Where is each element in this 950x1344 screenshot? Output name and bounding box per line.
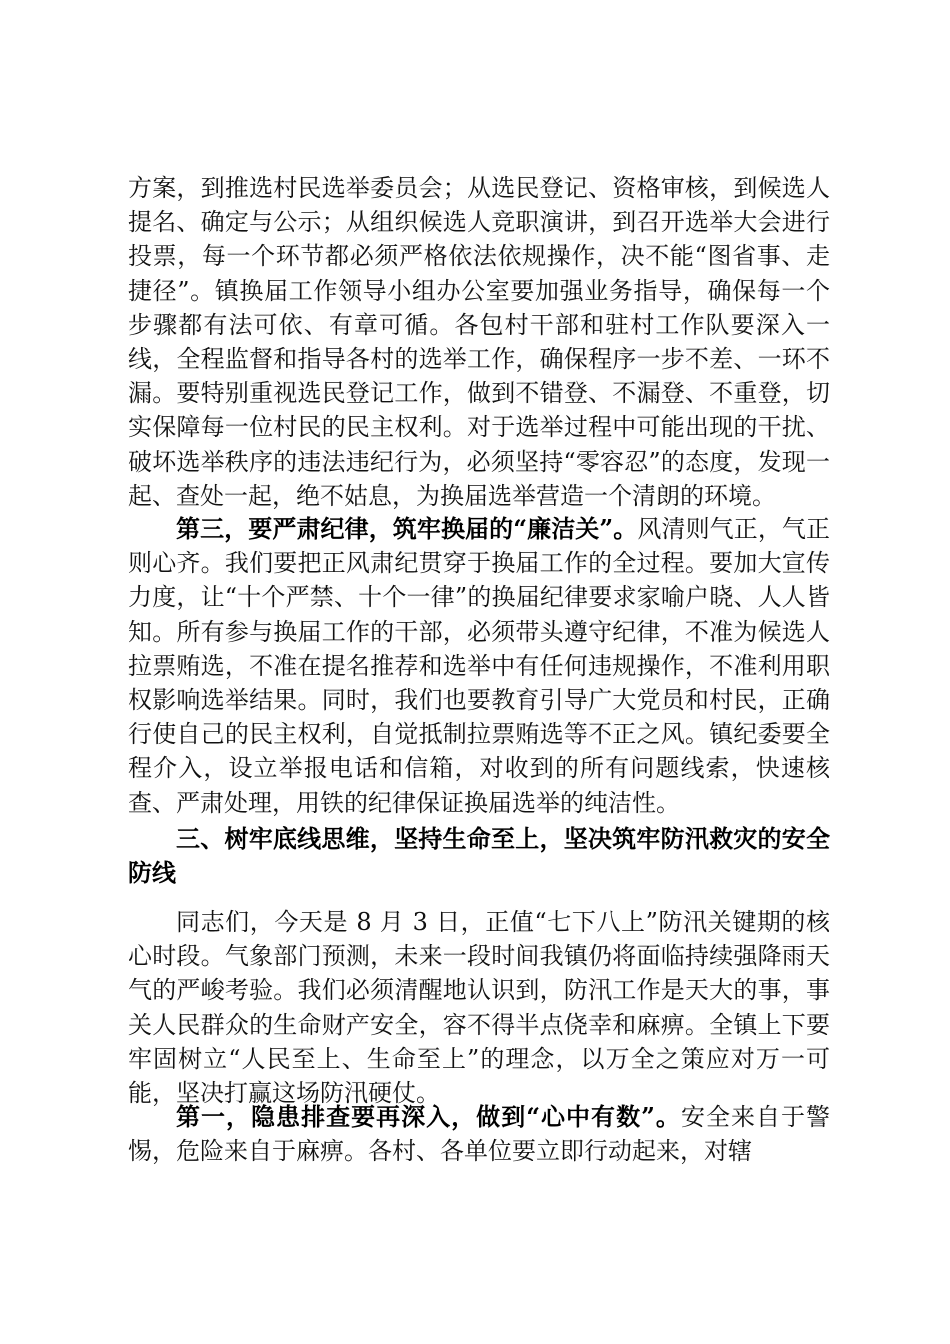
- paragraph-text: [128, 171, 830, 513]
- paragraph-body: 风清则气正，气正则心齐。我们要把正风肃纪贯穿于换届工作的全过程。要加大宣传力度，让“十个严禁、十个一律”的换届纪律要求家喻户晓、人人皆知。所有参与换届工作的干部，必须带头遵守纪律，不准为候选人拉票贿选，不准在提名推荐和选举中有任何违规操作，不准利用职权影响选举结果。同时，我们也要教育引导广大党员和村民，正确行使自己的民主权利，自觉抵制拉票贿选等不正之风。镇纪委要全程介入，设立举报电话和信箱，对收到的所有问题线索，快速核查、严肃处理，用铁的纪律保证换届选举的纯洁性。: [128, 515, 831, 817]
- paragraph-hazard-inspection: [128, 1100, 830, 1168]
- section-heading: 三、树牢底线思维，坚持生命至上，坚决筑牢防汛救灾的安全防线: [128, 824, 830, 888]
- paragraph-text: [128, 1100, 830, 1168]
- paragraph-body: 安全来自于警惕，危险来自于麻痹。各村、各单位要立即行动起来，对辖: [128, 1103, 831, 1166]
- paragraph-discipline: [128, 512, 830, 820]
- paragraph-flood-intro: [128, 905, 830, 1110]
- paragraph-election-procedure: [128, 171, 830, 513]
- paragraph-body: 方案，到推选村民选举委员会；从选民登记、资格审核，到候选人提名、确定与公示；从组织候选人竞职演讲，到召开选举大会进行投票，每一个环节都必须严格依法依规操作，决不能“图省事、走捷径”。镇换届工作领导小组办公室要加强业务指导，确保每一个步骤都有法可依、有章可循。各包村干部和驻村工作队要深入一线，全程监督和指导各村的选举工作，确保程序一步不差、一环不漏。要特别重视选民登记工作，做到不错登、不漏登、不重登，切实保障每一位村民的民主权利。对于选举过程中可能出现的干扰、破坏选举秩序的违法违纪行为，必须坚持“零容忍”的态度，发现一起、查处一起，绝不姑息，为换届选举营造一个清朗的环境。: [128, 174, 830, 510]
- paragraph-text: [128, 512, 830, 820]
- paragraph-body: 同志们，今天是 8 月 3 日，正值“七下八上”防汛关键期的核心时段。气象部门预测，未来一段时间我镇仍将面临持续强降雨天气的严峻考验。我们必须清醒地认识到，防汛工作是天大的事，事关人民群众的生命财产安全，容不得半点侥幸和麻痹。全镇上下要牢固树立“人民至上、生命至上”的理念，以万全之策应对万一可能，坚决打赢这场防汛硬仗。: [128, 908, 830, 1108]
- section-heading-flood-control: [128, 822, 830, 890]
- paragraph-lead: 第一，隐患排查要再深入，做到“心中有数”。: [176, 1102, 681, 1131]
- paragraph-text: [128, 905, 830, 1110]
- section-heading-text: [128, 822, 830, 890]
- paragraph-lead: 第三，要严肃纪律，筑牢换届的“廉洁关”。: [176, 514, 638, 543]
